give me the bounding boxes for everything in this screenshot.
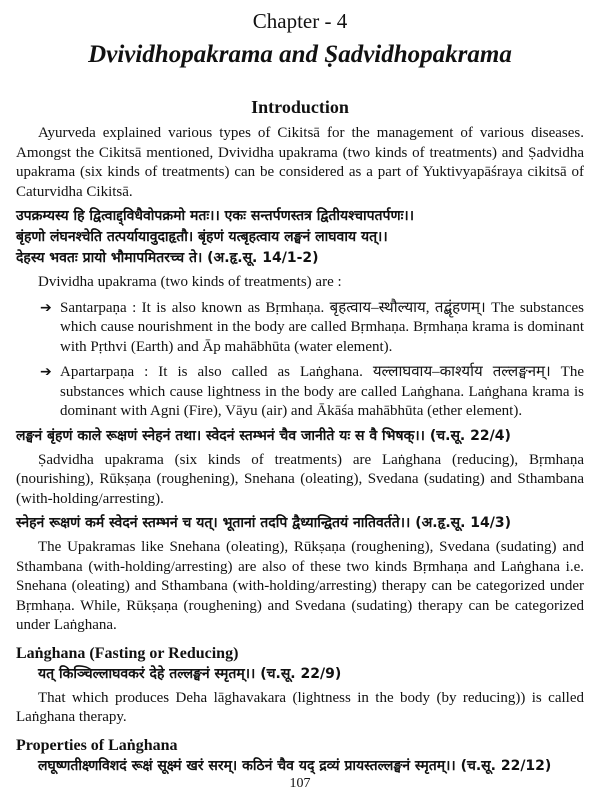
page-number: 107	[289, 776, 311, 791]
section-heading-introduction: Introduction	[251, 97, 349, 117]
lightness-paragraph: That which produces Deha lāghavakara (lightness in the body (by reducing)) is called Laṅghana therapy.	[16, 689, 584, 725]
verse-1-line-1: उपक्रम्यस्य हि द्वित्वाद्द्विधैवोपक्रमो मतः।। एकः सन्तर्पणस्तत्र द्वितीयश्चापतर्पणः।।	[16, 208, 415, 224]
page	[16, 6, 584, 777]
bullet-item-santarpana	[40, 299, 584, 358]
verse-5: लघूष्णतीक्ष्णविशदं रूक्षं सूक्ष्मं खरं सरम्। कठिनं चैव यद् द्रव्यं प्रायस्तल्लङ्घनं स्मृतम्।। (च.सू. 22/12)	[38, 757, 552, 774]
verse-4: यत् किञ्चिल्लाघवकरं देहे तल्लङ्घनं स्मृतम्।। (च.सू. 22/9)	[38, 665, 342, 682]
verse-1-line-3: देहस्य भवतः प्रायो भौमापमितरच्च ते। (अ.हृ.सू. 14/1-2)	[16, 250, 319, 266]
properties-heading: Properties of Laṅghana	[16, 736, 178, 754]
bullet-text-santarpana: Santarpaṇa : It is also known as Bṛmhaṇa. बृहत्वाय–स्थौल्याय, तद्बृंहणम्। The substances which cause nourishment in the body are called Bṛmhaṇa. Bṛmhaṇa krama is dominant with Pṛthvi (Earth) and Āp mahābhūta (water element).	[60, 299, 584, 355]
bullet-item-apartarpana	[40, 363, 584, 422]
bullet-text-apartarpana: Apartarpaṇa : It is also called as Laṅghana. यल्लाघवाय–कार्श्याय तल्लङ्घनम्। The substances which cause lightness in the body are called Laṅghana. Laṅghana krama is dominant with Agni (Fire), Vāyu (air) and Ākāśa mahābhūta (ether element).	[60, 364, 584, 419]
intro-paragraph: Ayurveda explained various types of Cikitsā for the management of various diseases. Amongst the Cikitsā mentioned, Dvividha upakrama (two kinds of treatments) and Ṣadvidha upakrama (six kinds of treatments) can be considered as a part of Yuktivyapāśraya cikitsā of Caturvidha Cikitsā.	[16, 125, 584, 200]
verse-3: स्नेहनं रूक्षणं कर्म स्वेदनं स्तम्भनं च यत्। भूतानां तदपि द्वैध्यान्द्वितयं नातिवर्तते।। (अ.हृ.सू. 14/3)	[16, 515, 512, 531]
verse-2: लङ्घनं बृंहणं काले रूक्षणं स्नेहनं तथा। स्वेदनं स्तम्भनं चैव जानीते यः स वै भिषक्।। (च.सू. 22/4)	[16, 427, 511, 444]
langhana-heading: Laṅghana (Fasting or Reducing)	[16, 644, 239, 662]
arrow-bullet-icon: ➔	[40, 299, 52, 316]
chapter-label: Chapter - 4	[252, 9, 348, 33]
shadvidha-paragraph: Ṣadvidha upakrama (six kinds of treatments) are Laṅghana (reducing), Bṛmhaṇa (nourishing), Rūkṣaṇa (roughening), Snehana (oleating), Svedana (sudating) and Sthambana (with-holding/arresting).	[16, 451, 584, 507]
upakramas-paragraph: The Upakramas like Snehana (oleating), Rūkṣaṇa (roughening), Svedana (sudating) and Sthambana (with-holding/arresting) are also of these two kinds Bṛmhaṇa and Laṅghana i.e. Snehana (oleating) and Sthambana (with-holding/arresting) therapy can be categorized under Bṛmhaṇa. While, Rūkṣaṇa (roughening) and Svedana (sudating) therapy can be categorized under Laṅghana.	[16, 539, 584, 633]
verse-1-line-2: बृंहणो लंघनश्चेति तत्पर्यायावुदाहृतौ। बृंहणं यत्बृहत्वाय लङ्घनं लाघवाय यत्।।	[16, 229, 388, 245]
arrow-bullet-icon: ➔	[40, 364, 52, 380]
chapter-title: Dvividhopakrama and Ṣadvidhopakrama	[88, 41, 512, 68]
dvividha-intro-line: Dvividha upakrama (two kinds of treatments) are :	[38, 274, 342, 290]
